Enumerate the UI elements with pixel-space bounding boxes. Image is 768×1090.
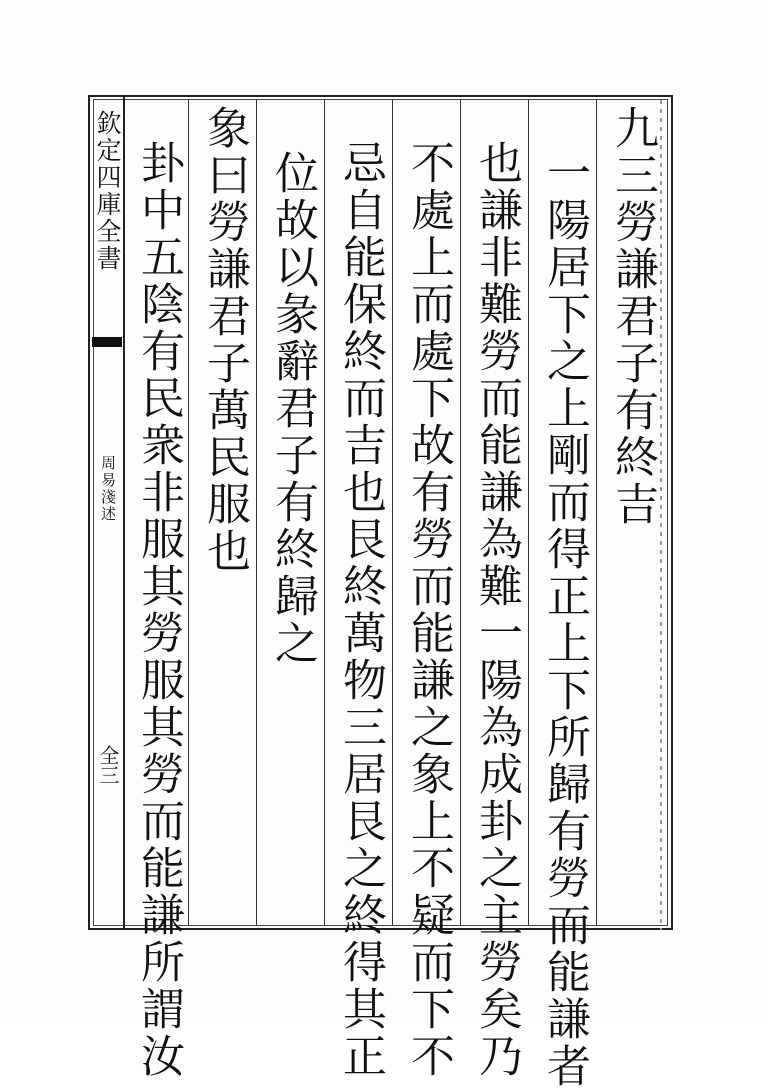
column-rule: [460, 99, 461, 926]
page-number: 全三: [96, 745, 120, 785]
column-rule: [188, 99, 189, 926]
text-column-3: 也謙非難勞而能謙為難一陽為成卦之主勞矣乃: [471, 140, 522, 1080]
text-column-6: 位故以彖辭君子有終歸之: [267, 150, 318, 667]
text-column-1: 九三勞謙君子有終吉: [607, 105, 658, 528]
collection-title: 欽定四庫全書: [93, 110, 122, 272]
text-column-4: 不處上而處下故有勞而能謙之象上不疑而下不: [403, 140, 454, 1080]
column-rule: [324, 99, 325, 926]
text-column-2: 一陽居下之上剛而得正上下所歸有勞而能謙者: [539, 150, 590, 1090]
column-rule: [392, 99, 393, 926]
column-rule: [596, 99, 597, 926]
text-column-5: 忌自能保終而吉也艮終萬物三居艮之終得其正: [335, 140, 386, 1080]
column-rule: [256, 99, 257, 926]
right-edge-mark: [660, 100, 662, 930]
text-column-8: 卦中五陰有民衆非服其勞服其勞而能謙所謂汝: [133, 140, 184, 1080]
column-rule: [528, 99, 529, 926]
fishtail-mark: [92, 337, 122, 347]
text-column-7: 象曰勞謙君子萬民服也: [199, 105, 250, 575]
book-title: 周易淺述: [99, 455, 117, 523]
